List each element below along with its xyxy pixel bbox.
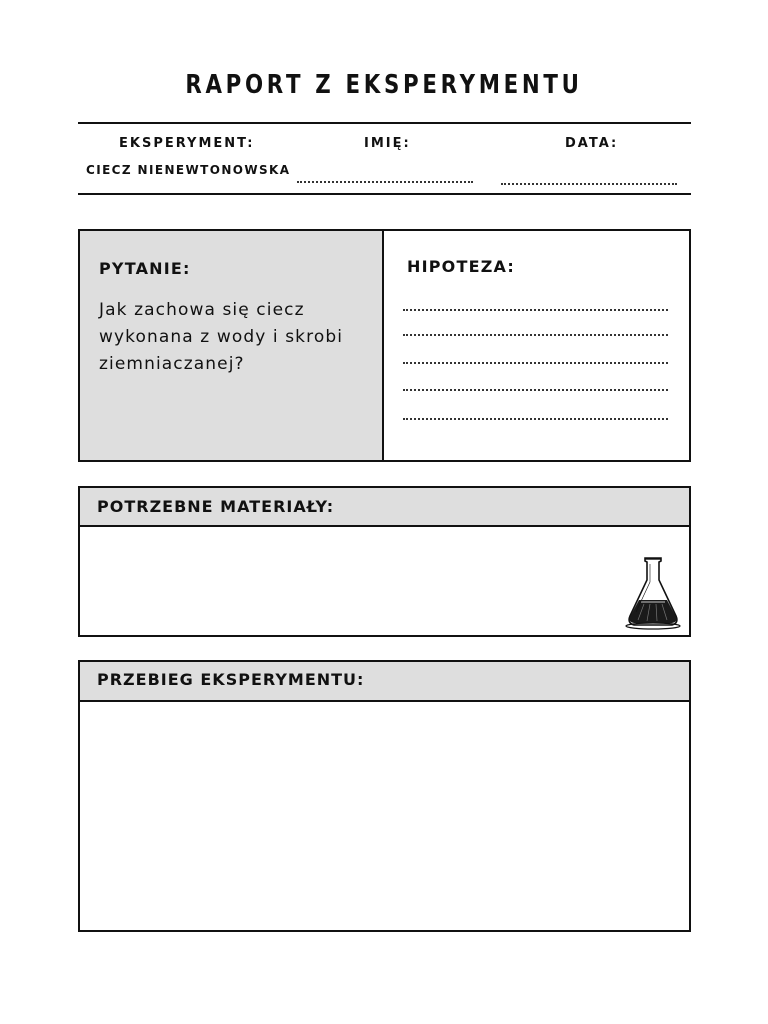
hypothesis-line[interactable]	[403, 362, 668, 364]
experiment-value: CIECZ NIENEWTONOWSKA	[86, 163, 291, 177]
materials-label: POTRZEBNE MATERIAŁY:	[97, 497, 335, 516]
procedure-label: PRZEBIEG EKSPERYMENTU:	[97, 670, 365, 689]
date-label: DATA:	[565, 136, 619, 151]
materials-area[interactable]	[80, 527, 689, 635]
experiment-label: EKSPERYMENT:	[119, 136, 255, 151]
page-title: RAPORT Z EKSPERYMENTU	[185, 70, 583, 100]
hypothesis-line[interactable]	[403, 334, 668, 336]
procedure-header	[80, 662, 689, 702]
question-panel	[80, 231, 384, 460]
header-bottom-rule	[78, 193, 691, 195]
hypothesis-line[interactable]	[403, 309, 668, 311]
procedure-area[interactable]	[80, 702, 689, 930]
question-text: Jak zachowa się ciecz wykonana z wody i skrobi ziemniaczanej?	[99, 300, 344, 374]
hypothesis-line[interactable]	[403, 389, 668, 391]
name-field[interactable]	[297, 181, 473, 183]
hypothesis-line[interactable]	[403, 418, 668, 420]
date-field[interactable]	[501, 183, 677, 185]
procedure-box	[78, 660, 691, 932]
hypothesis-label: HIPOTEZA:	[407, 257, 515, 276]
question-label: PYTANIE:	[99, 259, 191, 278]
materials-box	[78, 486, 691, 637]
materials-header	[80, 488, 689, 527]
question-hypothesis-box	[78, 229, 691, 462]
flask-icon	[624, 556, 682, 630]
header-top-rule	[78, 122, 691, 124]
name-label: IMIĘ:	[364, 136, 411, 151]
